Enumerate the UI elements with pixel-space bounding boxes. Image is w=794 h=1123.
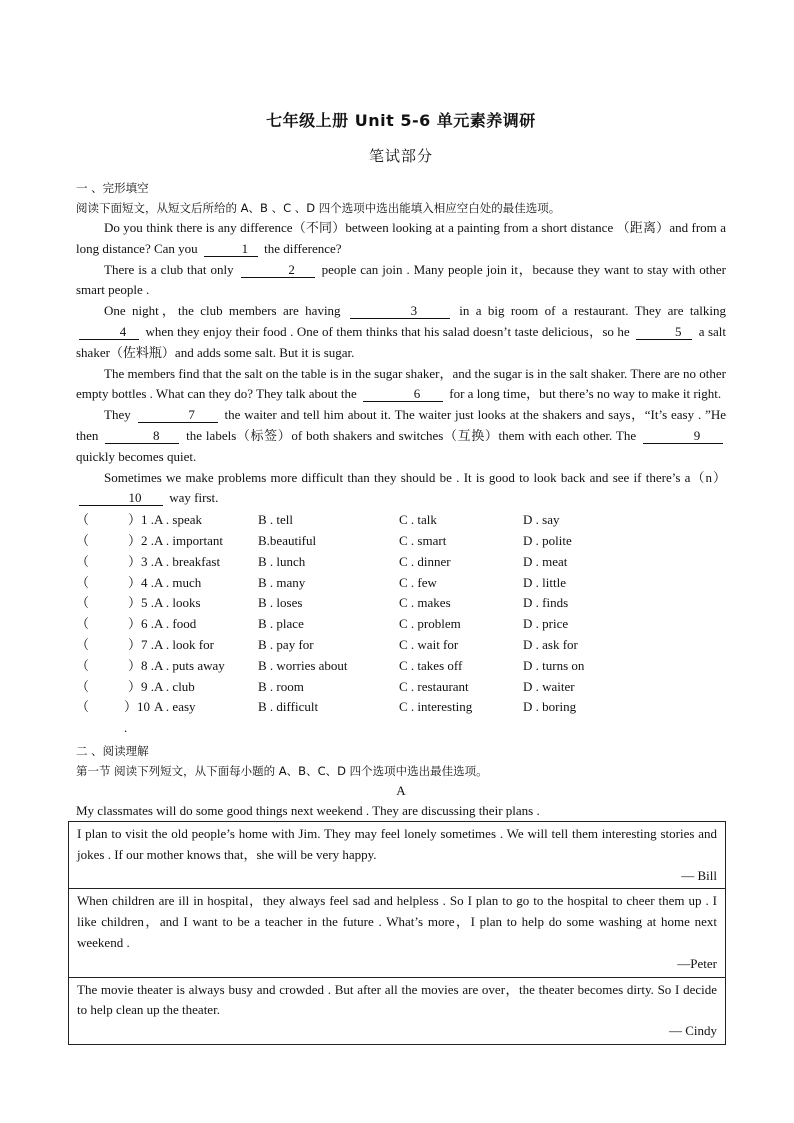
section-heading-cloze: 一 、完形填空 xyxy=(76,181,149,195)
option-b: B.beautiful xyxy=(258,532,317,548)
question-number: ）7 . xyxy=(127,636,154,652)
answer-paren[interactable]: （ xyxy=(76,532,90,548)
option-b: B . pay for xyxy=(258,636,314,652)
question-number: ）5 . xyxy=(127,595,154,611)
option-d: D . ask for xyxy=(523,636,578,652)
passage-label: A xyxy=(396,782,406,798)
question-number: ）4 . xyxy=(127,574,154,590)
page-subtitle: 笔试部分 xyxy=(368,147,433,165)
answer-paren[interactable]: （ xyxy=(76,678,90,694)
answer-paren[interactable]: （ xyxy=(76,574,90,590)
question-row xyxy=(76,677,726,698)
text: the difference? xyxy=(264,240,342,256)
plan-text: The movie theater is always busy and crowded . But after all the movies are over，the theater becomes dirty. So I decide to help clean up the theater. xyxy=(77,981,717,1018)
option-c: C . dinner xyxy=(399,553,451,569)
text: There is a club that only xyxy=(104,261,234,277)
question-number: ）3 . xyxy=(127,553,154,569)
cloze-paragraph xyxy=(76,218,726,260)
option-c: C . makes xyxy=(399,595,451,611)
answer-paren[interactable]: （ xyxy=(76,553,90,569)
option-d: D . waiter xyxy=(523,678,575,694)
question-number: ）8 . xyxy=(127,657,154,673)
option-b: B . place xyxy=(258,616,304,632)
cloze-paragraph xyxy=(76,364,726,406)
reading-part-instruction: 第一节 阅读下列短文，从下面每小题的 A、B、C、D 四个选项中选出最佳选项。 xyxy=(76,763,488,778)
plan-text: I plan to visit the old people’s home with Jim. They may feel lonely sometimes . We will tell them interesting stories and jokes . If our mother knows that，she will be very happy. xyxy=(77,825,717,862)
text: the labels（标签）of both shakers and switches（互换）them with each other. The xyxy=(186,427,637,443)
answer-paren[interactable]: （ xyxy=(76,616,90,632)
plan-entry xyxy=(69,889,725,977)
question-number: ）6 . xyxy=(127,616,154,632)
option-a: A . looks xyxy=(154,595,201,611)
option-a: A . speak xyxy=(154,512,203,528)
option-d: D . polite xyxy=(523,532,572,548)
text: the waiter and tell him about it. The waiter just looks at the shakers and says，“It’s easy . ”He then xyxy=(76,407,727,443)
question-row xyxy=(76,573,726,594)
text: people can join . Many people join it，because they want to stay with other smart people . xyxy=(76,261,727,298)
option-a: A . look for xyxy=(154,636,214,652)
question-row xyxy=(76,656,726,677)
option-c: C . wait for xyxy=(399,636,459,652)
question-number: ）2 . xyxy=(127,532,154,548)
question-row xyxy=(76,552,726,573)
section-heading-reading: 二 、阅读理解 xyxy=(76,743,149,758)
plan-entry xyxy=(69,822,725,889)
cloze-paragraph xyxy=(76,260,726,302)
plan-author: — Bill xyxy=(681,867,717,883)
option-a: A . breakfast xyxy=(154,553,221,569)
cloze-paragraph xyxy=(76,405,726,467)
option-c: C . smart xyxy=(399,532,447,548)
option-a: A . much xyxy=(154,574,202,590)
blank-8[interactable]: 8 xyxy=(105,429,179,444)
cloze-paragraph xyxy=(76,301,726,363)
blank-9[interactable]: 9 xyxy=(643,429,723,444)
question-row xyxy=(76,510,726,531)
option-c: C . few xyxy=(399,574,437,590)
text: Do you think there is any difference（不同）between looking at a painting from a short distance （距离）and from a long distance? Can you xyxy=(76,220,726,256)
exam-page xyxy=(76,100,726,1045)
plan-entry xyxy=(69,978,725,1044)
option-a: A . food xyxy=(154,616,197,632)
question-number: ）9 . xyxy=(127,678,154,694)
option-a: A . puts away xyxy=(154,657,225,673)
blank-2[interactable]: 2 xyxy=(241,263,315,278)
page-title: 七年级上册 Unit 5-6 单元素养调研 xyxy=(266,111,536,130)
text: One night，the club members are having xyxy=(104,303,341,319)
answer-paren[interactable]: （ xyxy=(76,657,90,673)
option-b: B . loses xyxy=(258,595,303,611)
plan-author: — Cindy xyxy=(668,1023,717,1039)
option-b: B . many xyxy=(258,574,306,590)
option-c: C . restaurant xyxy=(399,678,469,694)
text: in a big room of a restaurant. They are talking xyxy=(459,303,726,319)
option-c: C . takes off xyxy=(399,657,463,673)
option-d: D . boring xyxy=(523,699,577,715)
blank-4[interactable]: 4 xyxy=(79,325,139,340)
answer-paren[interactable]: （ xyxy=(76,636,90,652)
option-d: D . price xyxy=(523,616,569,632)
text: a salt shaker（佐料瓶）and adds some salt. But it is sugar. xyxy=(76,323,727,360)
option-b: B . tell xyxy=(258,512,294,528)
option-b: B . lunch xyxy=(258,553,306,569)
option-a: A . easy xyxy=(154,699,196,715)
answer-paren[interactable]: （ xyxy=(76,595,90,611)
question-row xyxy=(76,697,726,739)
text: way first. xyxy=(169,490,219,506)
answer-paren[interactable]: （ xyxy=(76,699,90,715)
option-b: B . room xyxy=(258,678,304,694)
option-d: D . meat xyxy=(523,553,568,569)
option-a: A . club xyxy=(154,678,195,694)
plans-table xyxy=(68,821,726,1045)
option-d: D . finds xyxy=(523,595,569,611)
passage-lead: My classmates will do some good things next weekend . They are discussing their plans . xyxy=(76,802,540,818)
option-b: B . worries about xyxy=(258,657,348,673)
text: The members find that the salt on the table is in the sugar shaker，and the sugar is in the salt shaker. There are no other empty bottles . What can they do? They talk about the xyxy=(76,365,726,402)
cloze-paragraph xyxy=(76,468,726,510)
question-row xyxy=(76,635,726,656)
plan-author: —Peter xyxy=(677,955,717,971)
option-d: D . turns on xyxy=(523,657,585,673)
text: Sometimes we make problems more difficult than they should be . It is good to look back and see if there’s a（n） xyxy=(104,469,726,485)
blank-3[interactable]: 3 xyxy=(350,304,450,319)
option-b: B . difficult xyxy=(258,699,319,715)
text: They xyxy=(104,407,131,423)
text: quickly becomes quiet. xyxy=(76,448,197,464)
blank-1[interactable]: 1 xyxy=(204,242,258,257)
option-c: C . problem xyxy=(399,616,461,632)
question-row xyxy=(76,593,726,614)
option-c: C . interesting xyxy=(399,699,473,715)
text: when they enjoy their food . One of them thinks that his salad doesn’t taste delicious，so he xyxy=(145,323,630,339)
question-row xyxy=(76,614,726,635)
option-d: D . say xyxy=(523,512,560,528)
option-d: D . little xyxy=(523,574,566,590)
text: for a long time，but there’s no way to make it right. xyxy=(449,386,722,402)
question-number: ）10 . xyxy=(123,699,150,736)
question-row xyxy=(76,531,726,552)
answer-paren[interactable]: （ xyxy=(76,512,90,528)
option-a: A . important xyxy=(154,532,223,548)
blank-6[interactable]: 6 xyxy=(363,387,443,402)
cloze-instruction: 阅读下面短文，从短文后所给的 A、B 、C 、D 四个选项中选出能填入相应空白处的最佳选项。 xyxy=(76,201,561,215)
plan-text: When children are ill in hospital，they always feel sad and helpless . So I plan to go to the hospital to cheer them up . I like children，and I want to be a teacher in the future . What’s more，I plan to help do some washing at home next weekend . xyxy=(77,893,717,950)
option-c: C . talk xyxy=(399,512,437,528)
question-number: ）1 . xyxy=(127,512,154,528)
blank-5[interactable]: 5 xyxy=(636,325,692,340)
blank-10[interactable]: 10 xyxy=(79,491,163,506)
blank-7[interactable]: 7 xyxy=(138,408,218,423)
options-list xyxy=(76,510,726,739)
